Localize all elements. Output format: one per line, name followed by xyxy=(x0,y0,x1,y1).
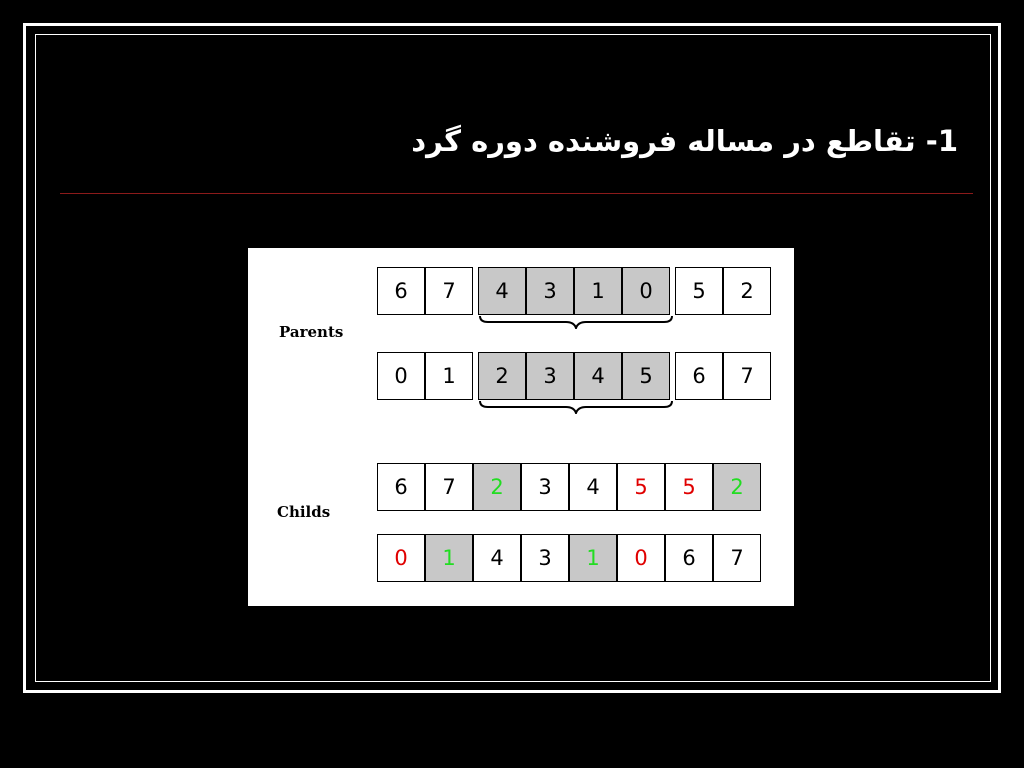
parent-2-gene: 6 xyxy=(675,352,723,400)
child-1-gene: 4 xyxy=(569,463,617,511)
childs-label: Childs xyxy=(277,503,331,521)
parent-1-gene: 1 xyxy=(574,267,622,315)
child-2-gene: 0 xyxy=(617,534,665,582)
child-1-gene: 5 xyxy=(617,463,665,511)
child-2-gene: 7 xyxy=(713,534,761,582)
child-2-gene: 1 xyxy=(569,534,617,582)
child-1-gene: 7 xyxy=(425,463,473,511)
title-divider xyxy=(60,193,973,194)
parent-2-gene: 3 xyxy=(526,352,574,400)
parent-1-gene: 0 xyxy=(622,267,670,315)
parents-label: Parents xyxy=(279,323,344,341)
child-1-gene: 3 xyxy=(521,463,569,511)
parent-2-gene: 2 xyxy=(478,352,526,400)
parent-2-segment-brace xyxy=(478,400,674,414)
parent-1-row xyxy=(377,267,771,315)
parent-1-gene: 4 xyxy=(478,267,526,315)
parent-2-row xyxy=(377,352,771,400)
parent-2-gene: 4 xyxy=(574,352,622,400)
crossover-figure xyxy=(248,248,794,606)
child-1-gene: 6 xyxy=(377,463,425,511)
slide-title: 1- تقاطع در مساله فروشنده دوره گرد xyxy=(411,124,958,158)
parent-2-gene: 1 xyxy=(425,352,473,400)
child-1-row xyxy=(377,463,761,511)
child-1-gene: 2 xyxy=(473,463,521,511)
child-2-gene: 6 xyxy=(665,534,713,582)
child-1-gene: 2 xyxy=(713,463,761,511)
parent-1-gene: 3 xyxy=(526,267,574,315)
child-1-gene: 5 xyxy=(665,463,713,511)
parent-1-gene: 6 xyxy=(377,267,425,315)
child-2-row xyxy=(377,534,761,582)
child-2-gene: 0 xyxy=(377,534,425,582)
child-2-gene: 3 xyxy=(521,534,569,582)
child-2-gene: 4 xyxy=(473,534,521,582)
parent-1-gene: 2 xyxy=(723,267,771,315)
child-2-gene: 1 xyxy=(425,534,473,582)
parent-1-gene: 7 xyxy=(425,267,473,315)
parent-2-gene: 5 xyxy=(622,352,670,400)
parent-1-segment-brace xyxy=(478,315,674,329)
parent-2-gene: 7 xyxy=(723,352,771,400)
parent-2-gene: 0 xyxy=(377,352,425,400)
parent-1-gene: 5 xyxy=(675,267,723,315)
